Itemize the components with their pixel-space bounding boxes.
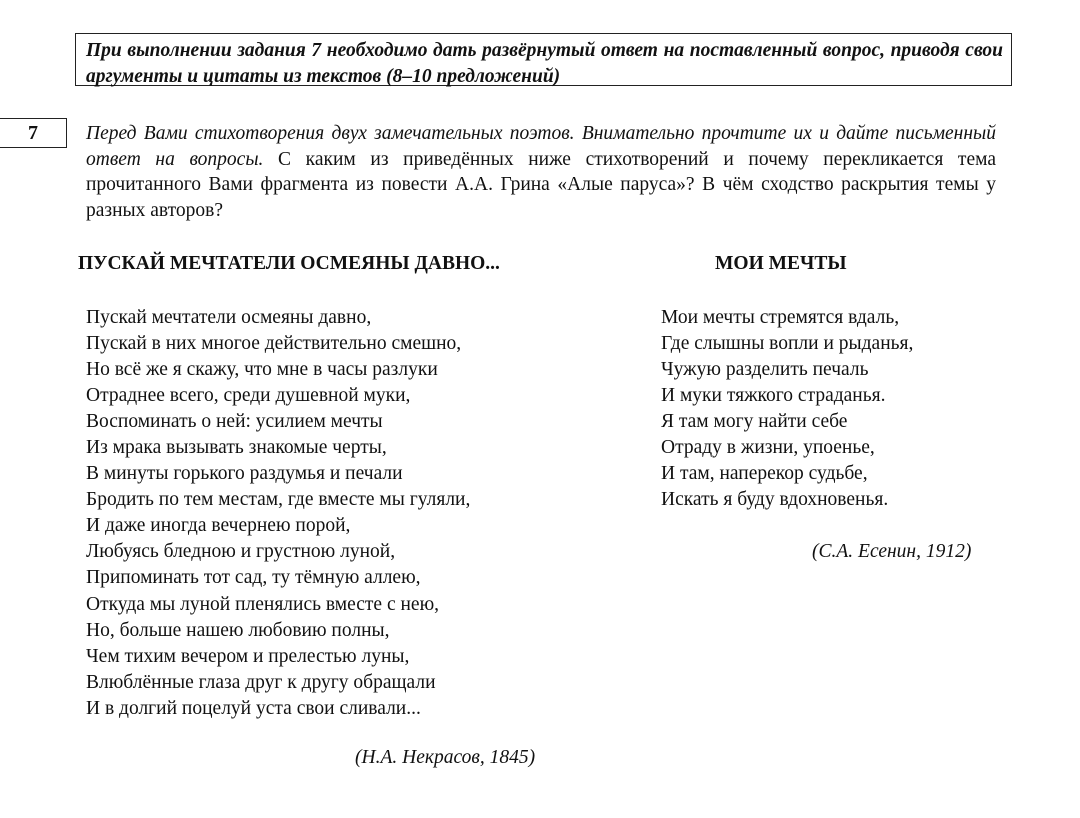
poem-line: И даже иногда вечернею порой, — [86, 515, 351, 537]
poem-line: Искать я буду вдохновенья. — [661, 489, 889, 511]
poem-line: Но всё же я скажу, что мне в часы разлуки — [86, 359, 438, 381]
poem-line: Пускай в них многое действительно смешно, — [86, 333, 462, 355]
poem-line: Но, больше нашею любовию полны, — [86, 619, 390, 641]
poem-right-body — [661, 305, 913, 513]
instruction-text: При выполнении задания 7 необходимо дать развёрнутый ответ на поставленный вопрос, приводя свои аргументы и цитаты из текстов (8–10 предложений) — [86, 40, 1003, 87]
poem-line: Из мрака вызывать знакомые черты, — [86, 437, 387, 459]
poem-line: Бродить по тем местам, где вместе мы гуляли, — [86, 489, 471, 511]
poem-right-signature: (С.А. Есенин, 1912) — [812, 541, 972, 562]
poem-left-title: ПУСКАЙ МЕЧТАТЕЛИ ОСМЕЯНЫ ДАВНО... — [78, 253, 500, 274]
task-question-plain: С каким из приведённых ниже стихотворений и почему перекликается тема прочитанного Вами фрагмента из повести А.А. Грина «Алые паруса»? В чём сходство раскрытия темы у разных авторов? — [86, 148, 996, 221]
poem-line: И в долгий поцелуй уста свои сливали... — [86, 697, 421, 719]
poem-line: Любуясь бледною и грустною луной, — [86, 541, 396, 563]
poem-line: Отраднее всего, среди душевной муки, — [86, 385, 411, 407]
poem-line: Пускай мечтатели осмеяны давно, — [86, 307, 372, 328]
poem-line: Откуда мы луной пленялись вместе с нею, — [86, 593, 440, 615]
poem-line: И муки тяжкого страданья. — [661, 385, 886, 407]
poem-line: Чужую разделить печаль — [661, 359, 869, 381]
task-question — [86, 121, 996, 223]
poem-line: Где слышны вопли и рыданья, — [661, 333, 914, 355]
poem-line: Воспоминать о ней: усилием мечты — [86, 411, 383, 433]
poem-line: В минуты горького раздумья и печали — [86, 463, 403, 485]
poem-line: Чем тихим вечером и прелестью луны, — [86, 645, 410, 667]
instruction-box — [75, 33, 1012, 86]
poem-line: Я там могу найти себе — [661, 411, 848, 433]
poem-line: Припоминать тот сад, ту тёмную аллею, — [86, 567, 421, 589]
poem-line: И там, наперекор судьбе, — [661, 463, 868, 485]
poem-line: Влюблённые глаза друг к другу обращали — [86, 671, 436, 693]
task-number: 7 — [0, 118, 67, 148]
poem-left-body — [86, 305, 470, 722]
poem-line: Мои мечты стремятся вдаль, — [661, 307, 900, 328]
task-intro-italic: Перед Вами стихотворения двух замечательных поэтов. Внимательно прочтите их и дайте письменный ответ на вопросы. — [86, 123, 996, 170]
poem-right-title: МОИ МЕЧТЫ — [715, 253, 847, 274]
poem-left-signature: (Н.А. Некрасов, 1845) — [355, 747, 536, 768]
poem-line: Отраду в жизни, упоенье, — [661, 437, 875, 459]
